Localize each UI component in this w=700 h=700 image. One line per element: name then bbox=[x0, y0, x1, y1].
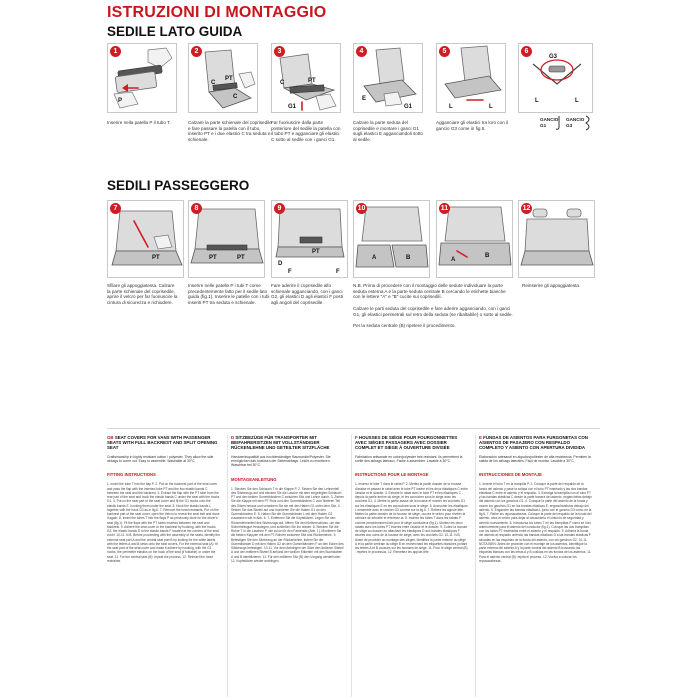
german-body: 1. Stecken Sie den Schlauch T in die Klappe P. 2. Setzen Sie den Lehnenteil des Sitzbezugs auf und stecken Sie die Lasche mit dem eingelegten Schlauch PT und den beiden Gummibändern C zwischen Sitz und Lehne durch. 3. Ziehen Sie die Klappe mit dem PT-Rohr und den Gummibändern C vom hinteren Teil des Sitzes heraus und verankern Sie sie mit den Haken G1 unter dem Sitz. 4. Setzen Sie das Sitzteil auf und montieren Sie die Haken G1 an den Gummibändern E. 5. Haken Sie die Gummibänder L mit dem Haken G3 zusammen wie in Abb. 6. 7. Entfernen Sie die Kopfstützen. Legen Sie den Rückenlehnenteil des Sitzbezugs auf, öffnen Sie den Klettverschluss, um den Sicherheitsgurt freizulegen, und schließen Sie ihn wieder. 8. Stecken Sie die Rohre T in die Laschen P, wie zuvor für den Fahrersitz (Abb. 1). Montieren Sie die beiden Klappen mit den PT-Rohren zwischen Sitz und Rückenlehne. 9. Befestigen Sie den Sitzbezug an der Rückenlehne, indem Sie die Gummibänder D mit den Haken G2 an den Gummibändern F an den Ecken des Sitzbezugs befestigen. 10-11. Vor dem Anbringen der Sitze den äußeren Sitzteil A und den mittleren Sitzteil B anhand der weißen Etiketten mit den Buchstaben A und B identifizieren. 11. Für den mittleren Sitz (B) den Vorgang wiederholen. 12. Kopfstützen wieder anbringen. bbox=[231, 486, 344, 563]
english-fitting-title: FITTING INSTRUCTIONS bbox=[107, 472, 156, 478]
hook-g3-label: GANCIO G3 bbox=[566, 117, 585, 128]
german-fitting-title: MONTAGEANLEITUNG bbox=[231, 476, 277, 482]
label-pt: PT bbox=[237, 255, 245, 261]
passenger-step-10-figure bbox=[353, 200, 430, 278]
label-pt: PT bbox=[225, 76, 233, 82]
driver-step-4-figure bbox=[353, 43, 423, 113]
label-pt: PT bbox=[152, 255, 160, 261]
label-g1: G1 bbox=[288, 104, 297, 110]
spanish-body: 1. Inserte el tubo T en la trampilla P. 2. Coloque la parte del respaldo de la funda del asiento y pase la solapa con el tubo PT insertado y las dos bandas elásticas C entre el asiento y el respaldo. 3. Extraiga la trampilla con el tubo PT y las bandas elásticas C desde la parte trasera del asiento, engánchelas debajo del asiento con los ganchos G1. 4. Coloque la parte del asiento de la funda y monte los ganchos G1 en las bandas elásticas E, enganchándolos debajo del asiento. 5. Enganche las bandas elásticas L junto con el gancho G3 como en la fig.6. 7. Retire los reposacabezas. Coloque la parte del respaldo de la funda del asiento, abra el velcro para dejar al descubierto el cinturón de seguridad y ciérrelo nuevamente. 8. Introduzca los tubos T en las trampillas P como se hizo anteriormente para el asiento del conductor (fig.1). Coloque las dos trampillas con los tubos PT insertados entre el asiento y el respaldo. 9. Adhiera la funda del asiento al respaldo uniendo las bandas elásticas D a las bandas elásticas F situadas en las esquinas de la funda del asiento, con los ganchos G2. 10-11. NOTA BIEN: Antes de proceder con el montaje de los asientos, identifique la parte externa del asiento A y la parte central del asiento B buscando las etiquetas blancas con las letras A y B cosidas en las fundas de los asientos. 11. Para el asiento central (B): repita el proceso. 12. Vuelva a colocar los reposacabezas. bbox=[479, 482, 592, 563]
head-restraints-illustration bbox=[519, 201, 595, 278]
passenger-step-11-caption: Calzare le parti seduta del coprisedile e fare aderire agganciando, con i ganci G1, gli elastici perimetrali sul retro della seduta (se ribaltabile) o sotto al sedile. bbox=[353, 306, 513, 317]
column-separator bbox=[351, 435, 352, 697]
main-title: ISTRUZIONI DI MONTAGGIO bbox=[107, 4, 327, 21]
label-l: L bbox=[535, 98, 539, 104]
column-french: F HOUSSES DE SIÈGE POUR FOURGONNETTES AVEC SIÈGES PASSAGERS AVEC DOSSIER COMPLET ET SIÈGE À OUVERTURE DIVISÉE Fabrication artisanale en coton/polyester très résistant. Ils permettent la sortie des airbags latéraux. Facile à assembler. Lavable à 30°C. INSTRUCTIONS POUR LE MONTAGE 1. Insérez le tube T dans le rabat P. 2. Mettez la partie dossier de la housse d'assise et passez le rabat avec le tube PT inséré et les deux élastiques C entre l'assise et le dossier. 3. Extraire le rabat avec le tube PT et les élastiques C depuis la partie arrière du siège, et les accrocher sous le siège avec les crochets G1. 4. Mettre la partie assise de la housse et monter les crochets G1 sur les élastiques E en les accrochant sous le siège. 5. Accrocher les élastiques L ensemble avec le crochet G3 comme sur la fig.6. 7. Retirez les appuie-tête. Mettez la partie dossier de la housse de siège, ouvrez le velcro pour révéler la ceinture de sécurité et refermez-la. 8. Insérez les tubes T dans les rabats P comme précédemment fait pour le siège conducteur (fig.1). Montez les deux rabats avec les tubes PT insérés entre l'assise et le dossier. 9. Collez la housse de siège au dossier en attachant les élastiques D aux bandes élastiques F situées aux coins de la housse de siège, avec les crochets G2. 10-11. N.B. Avant de procéder au montage des sièges, identifiez la partie externe du siège A et la partie centrale du siège B en recherchant les étiquettes blanches portant les lettres A et B cousues sur les housses de siège. 11. Pour le siège central (B) : répétez le processus. 12. Remettez les appuie-tête. bbox=[355, 435, 468, 555]
driver-step-3-figure bbox=[271, 43, 341, 113]
label-e: E bbox=[362, 96, 367, 102]
passenger-step-7-figure bbox=[107, 200, 184, 278]
label-f: F bbox=[288, 269, 292, 275]
label-b: B bbox=[406, 255, 411, 261]
passenger-step-12-figure bbox=[518, 200, 595, 278]
step-badge: 5 bbox=[439, 46, 450, 57]
passenger-step-8-caption: Inserire nelle patelle P i tubi T come precedentemente fatto per il sedile lato guida (fig.1). Inserire le patelle con i tubi inseriti PT tra seduta e schienale. bbox=[188, 283, 270, 305]
label-d: D bbox=[278, 261, 283, 267]
bench-rear-hooks-illustration bbox=[272, 201, 348, 278]
passenger-step-9-caption: Fare aderire il coprisedile allo schienale agganciando, con i ganci G2, gli elastici D agli elastici F posti agli angoli del coprisedile. bbox=[271, 283, 343, 305]
label-g3: G3 bbox=[549, 54, 558, 60]
label-g1: G1 bbox=[404, 104, 413, 110]
driver-step-1-caption: Inserire nella patella P il tubo T. bbox=[107, 120, 171, 125]
english-body: 1. Insert the tube T into the flap P. 2. Put on the backrest part of the seat cover and pass the flap with the inserted tube PT and the two elastic bands C between the seat and the backrest. 3. Extract the flap with the PT tube from the rear part of the seat and hook the elastic bands C under the seat with the hooks G1. 4. Put on the seat part of the seat cover and fit the G1 hooks onto the elastic bands E, hooking them under the seat. 5. Hook the elastic bands L together with the hook G3 as in fig.6. 7. Remove the head restraints. Put on the backrest part of the seat cover, open the Velcro to reveal the seat belt and close it again. 8. Insert the tubes T into the flaps P as previously done for the driver's seat (fig.1). Fit the flaps with the PT tubes inserted between the seat and backrest. 9. Adhere the seat cover to the backrest by hooking, with the hooks G2, the elastic bands D to the elastic bands F located at the corners of the seat cover. 10-11. N.B. Before proceeding with the assembly of the seats, identify the external seat part A and the central seat part B by looking for the white labels with the letters A and B sewn onto the seat covers. For the external seat (A): fit the seat part of the seat cover and make it adhere by hooking, with the G1 hooks, the perimeter elastics on the back of the seat (if foldable) or under the seat. 11. For the central seat (B): repeat the process. 12. Reinsert the head restraints. bbox=[107, 482, 220, 563]
passenger-step-8-figure bbox=[188, 200, 265, 278]
label-l: L bbox=[489, 104, 493, 110]
label-f: F bbox=[336, 269, 340, 275]
label-a: A bbox=[372, 255, 377, 261]
bench-backrest-illustration bbox=[108, 201, 184, 278]
driver-step-2-caption: Calzare la parte schienale del coprisedile e fare passare la patella con il tubo, inserito PT e i due elastici C tra seduta e schienale. bbox=[188, 120, 272, 142]
step-badge: 8 bbox=[191, 203, 202, 214]
spanish-fitting-title: INSTRUCCIONES DE MONTAJE bbox=[479, 472, 542, 478]
label-l: L bbox=[449, 104, 453, 110]
driver-step-5-figure bbox=[436, 43, 506, 113]
column-separator bbox=[475, 435, 476, 697]
label-p: P bbox=[118, 98, 123, 104]
driver-step-4-caption: Calzare la parte seduta del coprisedile e montare i ganci G1 sugli elastici E agganciandoli sotto al sedile. bbox=[353, 120, 423, 142]
passenger-step-11-figure bbox=[436, 200, 513, 278]
step-badge: 12 bbox=[522, 205, 531, 212]
label-c: C bbox=[211, 80, 216, 86]
label-c: C bbox=[233, 94, 238, 100]
driver-step-2-figure bbox=[188, 43, 258, 113]
step-badge: 6 bbox=[521, 46, 532, 57]
step-badge: 10 bbox=[357, 205, 366, 212]
passenger-step-10-caption: N.B. Prima di procedere con il montaggio delle sedute individuare la parte seduta esterna A e la parte seduta centrale B cercando le etichette bianche con le lettere "A" e "B" cucite sui coprisedili. bbox=[353, 283, 506, 300]
seat-parts-identification-illustration bbox=[354, 201, 430, 278]
step-badge: 7 bbox=[110, 203, 121, 214]
hook-g1-label: GANCIO G1 bbox=[540, 117, 559, 128]
spanish-lead: Elaboración artesanal en algodón/poliéster de alta resistencia. Permiten la salida de los airbags laterales. Fácil de montar. Lavable a 30°C. bbox=[479, 454, 591, 463]
column-german: D SITZBEZÜGE FÜR TRANSPORTER MIT BEIFAHRERSITZEN MIT VOLLSTÄNDIGER RÜCKENLEHNE UND GETEILTER SITZFLÄCHE Handwerksqualität aus hochbeständiger Baumwolle/Polyester. Sie ermöglichen das Auslösen der Seitenairbags. Leicht zu montieren. Waschbar bei 30°C. MONTAGEANLEITUNG 1. Stecken Sie den Schlauch T in die Klappe P. 2. Setzen Sie den Lehnenteil des Sitzbezugs auf und stecken Sie die Lasche mit dem eingelegten Schlauch PT und den beiden Gummibändern C zwischen Sitz und Lehne durch. 3. Ziehen Sie die Klappe mit dem PT-Rohr und den Gummibändern C vom hinteren Teil des Sitzes heraus und verankern Sie sie mit den Haken G1 unter dem Sitz. 4. Setzen Sie das Sitzteil auf und montieren Sie die Haken G1 an den Gummibändern E. 5. Haken Sie die Gummibänder L mit dem Haken G3 zusammen wie in Abb. 6. 7. Entfernen Sie die Kopfstützen. Legen Sie den Rückenlehnenteil des Sitzbezugs auf, öffnen Sie den Klettverschluss, um den Sicherheitsgurt freizulegen, und schließen Sie ihn wieder. 8. Stecken Sie die Rohre T in die Laschen P, wie zuvor für den Fahrersitz (Abb. 1). Montieren Sie die beiden Klappen mit den PT-Rohren zwischen Sitz und Rückenlehne. 9. Befestigen Sie den Sitzbezug an der Rückenlehne, indem Sie die Gummibänder D mit den Haken G2 an den Gummibändern F an den Ecken des Sitzbezugs befestigen. 10-11. Vor dem Anbringen der Sitze den äußeren Sitzteil A und den mittleren Sitzteil B anhand der weißen Etiketten mit den Buchstaben A und B identifizieren. 11. Für den mittleren Sitz (B) den Vorgang wiederholen. 12. Kopfstützen wieder anbringen. bbox=[231, 435, 344, 563]
seat-parts-fitting-illustration bbox=[437, 201, 513, 278]
french-fitting-title: INSTRUCTIONS POUR LE MONTAGE bbox=[355, 472, 429, 478]
driver-section-title: SEDILE LATO GUIDA bbox=[107, 24, 243, 39]
driver-step-1-figure bbox=[107, 43, 177, 113]
step-badge: 11 bbox=[440, 205, 449, 212]
passenger-note-center: Per la seduta centrale (B) ripetere il procedimento. bbox=[353, 323, 456, 328]
label-c: C bbox=[280, 80, 285, 86]
german-heading: SITZBEZÜGE FÜR TRANSPORTER MIT BEIFAHRERSITZEN MIT VOLLSTÄNDIGER RÜCKENLEHNE UND GETEILTER SITZFLÄCHE bbox=[231, 435, 330, 451]
column-english: GB SEAT COVERS FOR VANS WITH PASSENGER SEATS WITH FULL BACKREST AND SPLIT OPENING SEAT Craftsmanship in highly resistant cotton / polyester. They allow the side airbags to come out. Easy to assemble. Washable at 30°C. FITTING INSTRUCTIONS 1. Insert the tube T into the flap P. 2. Put on the backrest part of the seat cover and pass the flap with the inserted tube PT and the two elastic bands C between the seat and the backrest. 3. Extract the flap with the PT tube from the rear part of the seat and hook the elastic bands C under the seat with the hooks G1. 4. Put on the seat part of the seat cover and fit the G1 hooks onto the elastic bands E, hooking them under the seat. 5. Hook the elastic bands L together with the hook G3 as in fig.6. 7. Remove the head restraints. Put on the backrest part of the seat cover, open the Velcro to reveal the seat belt and close it again. 8. Insert the tubes T into the flaps P as previously done for the driver's seat (fig.1). Fit the flaps with the PT tubes inserted between the seat and backrest. 9. Adhere the seat cover to the backrest by hooking, with the hooks G2, the elastic bands D to the elastic bands F located at the corners of the seat cover. 10-11. N.B. Before proceeding with the assembly of the seats, identify the external seat part A and the central seat part B by looking for the white labels with the letters A and B sewn onto the seat covers. For the external seat (A): fit the seat part of the seat cover and make it adhere by hooking, with the G1 hooks, the perimeter elastics on the back of the seat (if foldable) or under the seat. 11. For the central seat (B): repeat the process. 12. Reinsert the head restraints. bbox=[107, 435, 220, 563]
spanish-heading: FUNDAS DE ASIENTOS PARA FURGONETAS CON ASIENTOS DE PASAJERO CON RESPALDO COMPLETO Y ASIENTO CON APERTURA DIVIDIDA bbox=[479, 435, 588, 451]
passenger-step-9-figure bbox=[271, 200, 348, 278]
german-lead: Handwerksqualität aus hochbeständiger Baumwolle/Polyester. Sie ermöglichen das Auslösen der Seitenairbags. Leicht zu montieren. Waschbar bei 30°C. bbox=[231, 454, 331, 468]
step-badge: 2 bbox=[191, 46, 202, 57]
step-badge: 1 bbox=[110, 46, 121, 57]
driver-step-5-caption: Agganciare gli elastici tra loro con il gancio G3 come in fig.6. bbox=[436, 120, 509, 131]
step-badge: 9 bbox=[274, 203, 285, 214]
french-heading: HOUSSES DE SIÈGE POUR FOURGONNETTES AVEC SIÈGES PASSAGERS AVEC DOSSIER COMPLET ET SIÈGE À OUVERTURE DIVISÉE bbox=[355, 435, 458, 451]
driver-step-6-figure bbox=[518, 43, 593, 113]
english-heading: SEAT COVERS FOR VANS WITH PASSENGER SEATS WITH FULL BACKREST AND SPLIT OPENING SEAT bbox=[107, 435, 218, 451]
step-badge: 3 bbox=[274, 46, 285, 57]
label-pt: PT bbox=[308, 78, 316, 84]
label-a: A bbox=[451, 257, 456, 263]
column-spanish: E FUNDAS DE ASIENTOS PARA FURGONETAS CON ASIENTOS DE PASAJERO CON RESPALDO COMPLETO Y ASIENTO CON APERTURA DIVIDIDA Elaboración artesanal en algodón/poliéster de alta resistencia. Permiten la salida de los airbags laterales. Fácil de montar. Lavable a 30°C. INSTRUCCIONES DE MONTAJE 1. Inserte el tubo T en la trampilla P. 2. Coloque la parte del respaldo de la funda del asiento y pase la solapa con el tubo PT insertado y las dos bandas elásticas C entre el asiento y el respaldo. 3. Extraiga la trampilla con el tubo PT y las bandas elásticas C desde la parte trasera del asiento, engánchelas debajo del asiento con los ganchos G1. 4. Coloque la parte del asiento de la funda y monte los ganchos G1 en las bandas elásticas E, enganchándolos debajo del asiento. 5. Enganche las bandas elásticas L junto con el gancho G3 como en la fig.6. 7. Retire los reposacabezas. Coloque la parte del respaldo de la funda del asiento, abra el velcro para dejar al descubierto el cinturón de seguridad y ciérrelo nuevamente. 8. Introduzca los tubos T en las trampillas P como se hizo anteriormente para el asiento del conductor (fig.1). Coloque las dos trampillas con los tubos PT insertados entre el asiento y el respaldo. 9. Adhiera la funda del asiento al respaldo uniendo las bandas elásticas D a las bandas elásticas F situadas en las esquinas de la funda del asiento, con los ganchos G2. 10-11. NOTA BIEN: Antes de proceder con el montaje de los asientos, identifique la parte externa del asiento A y la parte central del asiento B buscando las etiquetas blancas con las letras A y B cosidas en las fundas de los asientos. 11. Para el asiento central (B): repita el proceso. 12. Vuelva a colocar los reposacabezas. bbox=[479, 435, 592, 563]
french-body: 1. Insérez le tube T dans le rabat P. 2. Mettez la partie dossier de la housse d'assise et passez le rabat avec le tube PT inséré et les deux élastiques C entre l'assise et le dossier. 3. Extraire le rabat avec le tube PT et les élastiques C depuis la partie arrière du siège, et les accrocher sous le siège avec les crochets G1. 4. Mettre la partie assise de la housse et monter les crochets G1 sur les élastiques E en les accrochant sous le siège. 5. Accrocher les élastiques L ensemble avec le crochet G3 comme sur la fig.6. 7. Retirez les appuie-tête. Mettez la partie dossier de la housse de siège, ouvrez le velcro pour révéler la ceinture de sécurité et refermez-la. 8. Insérez les tubes T dans les rabats P comme précédemment fait pour le siège conducteur (fig.1). Montez les deux rabats avec les tubes PT insérés entre l'assise et le dossier. 9. Collez la housse de siège au dossier en attachant les élastiques D aux bandes élastiques F situées aux coins de la housse de siège, avec les crochets G2. 10-11. N.B. Avant de procéder au montage des sièges, identifiez la partie externe du siège A et la partie centrale du siège B en recherchant les étiquettes blanches portant les lettres A et B cousues sur les housses de siège. 11. Pour le siège central (B) : répétez le processus. 12. Remettez les appuie-tête. bbox=[355, 482, 468, 555]
label-l: L bbox=[575, 98, 579, 104]
english-lead: Craftsmanship in highly resistant cotton / polyester. They allow the side airbags to come out. Easy to assemble. Washable at 30°C. bbox=[107, 454, 214, 463]
passenger-step-7-caption: Sfilare gli appoggiatesta. Calzare la parte schienale del coprisedile, aprire il velcro per far fuoriuscire la cintura di sicurezza e richiudere. bbox=[107, 283, 178, 305]
french-lead: Fabrication artisanale en coton/polyester très résistant. Ils permettent la sortie des airbags latéraux. Facile à assembler. Lavable à 30°C. bbox=[355, 454, 463, 463]
column-separator bbox=[227, 435, 228, 697]
hook-g3-icon bbox=[584, 115, 594, 131]
driver-step-3-caption: Far fuoriuscire dalla parte posteriore del sedile la patella con il tubo PT e agganciare gli elastici C sotto al sedile con i ganci G1. bbox=[271, 120, 341, 142]
hook-g1-icon bbox=[555, 115, 563, 131]
passenger-section-title: SEDILI PASSEGGERO bbox=[107, 178, 250, 193]
section-divider bbox=[107, 428, 600, 429]
label-pt: PT bbox=[312, 249, 320, 255]
passenger-step-12-caption: Reinserire gli appoggiatesta. bbox=[522, 283, 581, 288]
label-b: B bbox=[485, 253, 490, 259]
label-pt: PT bbox=[209, 255, 217, 261]
bench-flaps-illustration bbox=[189, 201, 265, 278]
step-badge: 4 bbox=[356, 46, 367, 57]
